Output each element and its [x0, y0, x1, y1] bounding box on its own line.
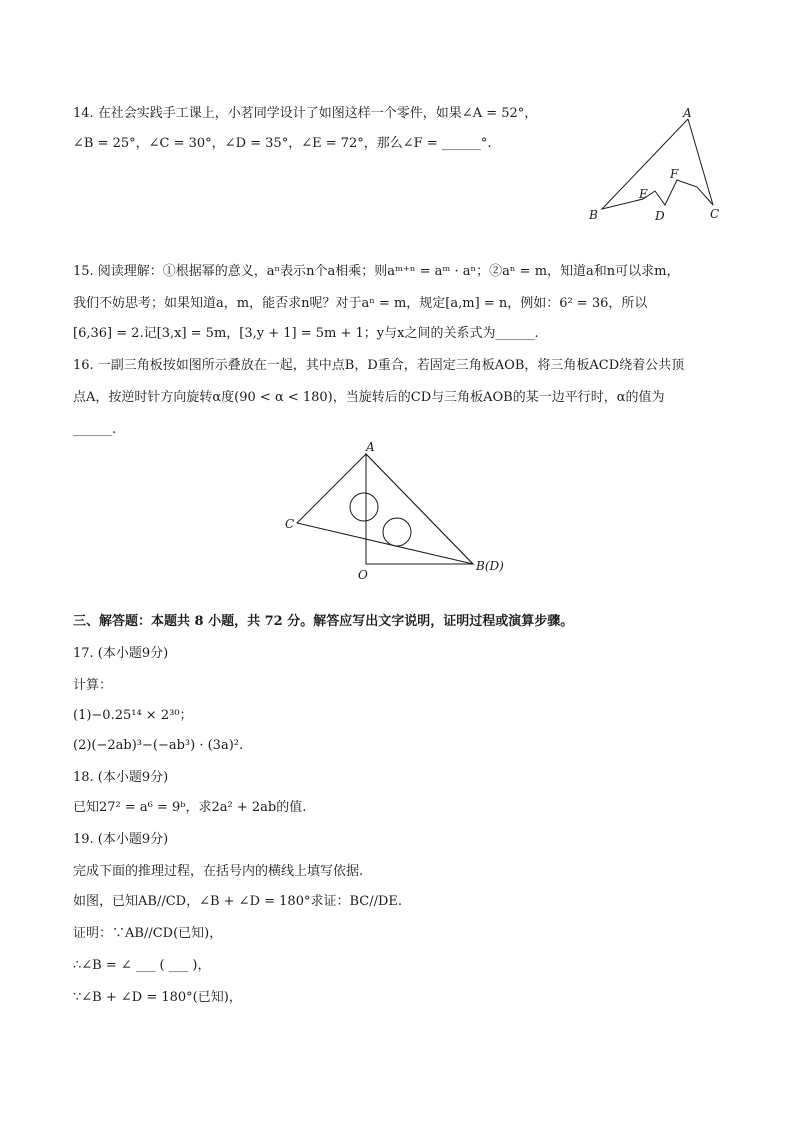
- q19-proof-line-1: 证明：∵AB//CD(已知)，: [73, 926, 223, 941]
- q16-label-c: C: [285, 517, 295, 531]
- q16-label-a: A: [366, 440, 375, 454]
- triangle-hole-2: [383, 518, 411, 546]
- q14-label-a: A: [683, 106, 692, 120]
- section-3-heading: 三、解答题：本题共 8 小题，共 72 分。解答应写出文字说明，证明过程或演算步骤。: [73, 614, 574, 629]
- q14-line-1: 14. 在社会实践手工课上，小茗同学设计了如图这样一个零件，如果∠A = 52°，: [73, 106, 538, 121]
- q16-line-1: 16. 一副三角板按如图所示叠放在一起，其中点B，D重合，若固定三角板AOB，将三角板ACD绕着公共顶: [73, 358, 685, 373]
- q16-label-bd: B(D): [476, 559, 504, 573]
- q19-intro: 完成下面的推理过程，在括号内的横线上填写依据.: [73, 864, 364, 879]
- q16-figure: [280, 440, 515, 585]
- triangle-acd: [297, 454, 473, 564]
- q17-intro: 计算：: [73, 678, 113, 693]
- q16-label-o: O: [358, 568, 368, 582]
- q16-line-3: ______.: [73, 422, 117, 437]
- q17-part-1: (1)−0.25¹⁴ × 2³⁰；: [73, 708, 193, 723]
- q14-label-d: D: [655, 209, 665, 223]
- q19-proof-line-3: ∵∠B + ∠D = 180°(已知)，: [73, 990, 242, 1005]
- q17-heading: 17. (本小题9分): [73, 646, 169, 661]
- q14-figure: [585, 105, 725, 225]
- q19-heading: 19. (本小题9分): [73, 832, 169, 847]
- q14-label-b: B: [589, 208, 598, 222]
- triangle-hole-1: [350, 493, 378, 521]
- q14-part-outline: [602, 119, 713, 209]
- q17-part-2: (2)(−2ab)³−(−ab³) · (3a)².: [73, 738, 244, 753]
- q19-proof-line-2: ∴∠B = ∠ ___ ( ___ )，: [73, 958, 211, 973]
- q15-line-1: 15. 阅读理解：①根据幂的意义，aⁿ表示n个a相乘；则aᵐ⁺ⁿ = aᵐ · aⁿ；②aⁿ = m，知道a和n可以求m，: [73, 264, 680, 279]
- q14-label-e: E: [639, 187, 648, 201]
- q18-heading: 18. (本小题9分): [73, 770, 169, 785]
- q14-line-2: ∠B = 25°，∠C = 30°，∠D = 35°，∠E = 72°，那么∠F = ______°.: [73, 136, 492, 151]
- q18-body: 已知27² = a⁶ = 9ᵇ，求2a² + 2ab的值.: [73, 800, 307, 815]
- q16-line-2: 点A，按逆时针方向旋转α度(90 < α < 180)，当旋转后的CD与三角板AOB的某一边平行时，α的值为: [73, 390, 665, 405]
- q15-line-2: 我们不妨思考；如果知道a，m，能否求n呢？对于aⁿ = m，规定[a,m] = n，例如：6² = 36，所以: [73, 296, 648, 311]
- q14-label-f: F: [670, 167, 679, 181]
- q15-line-3: [6,36] = 2.记[3,x] = 5m，[3,y + 1] = 5m + 1；y与x之间的关系式为______.: [73, 326, 539, 341]
- q14-label-c: C: [710, 207, 720, 221]
- q19-given: 如图，已知AB//CD，∠B + ∠D = 180°求证：BC//DE.: [73, 894, 403, 909]
